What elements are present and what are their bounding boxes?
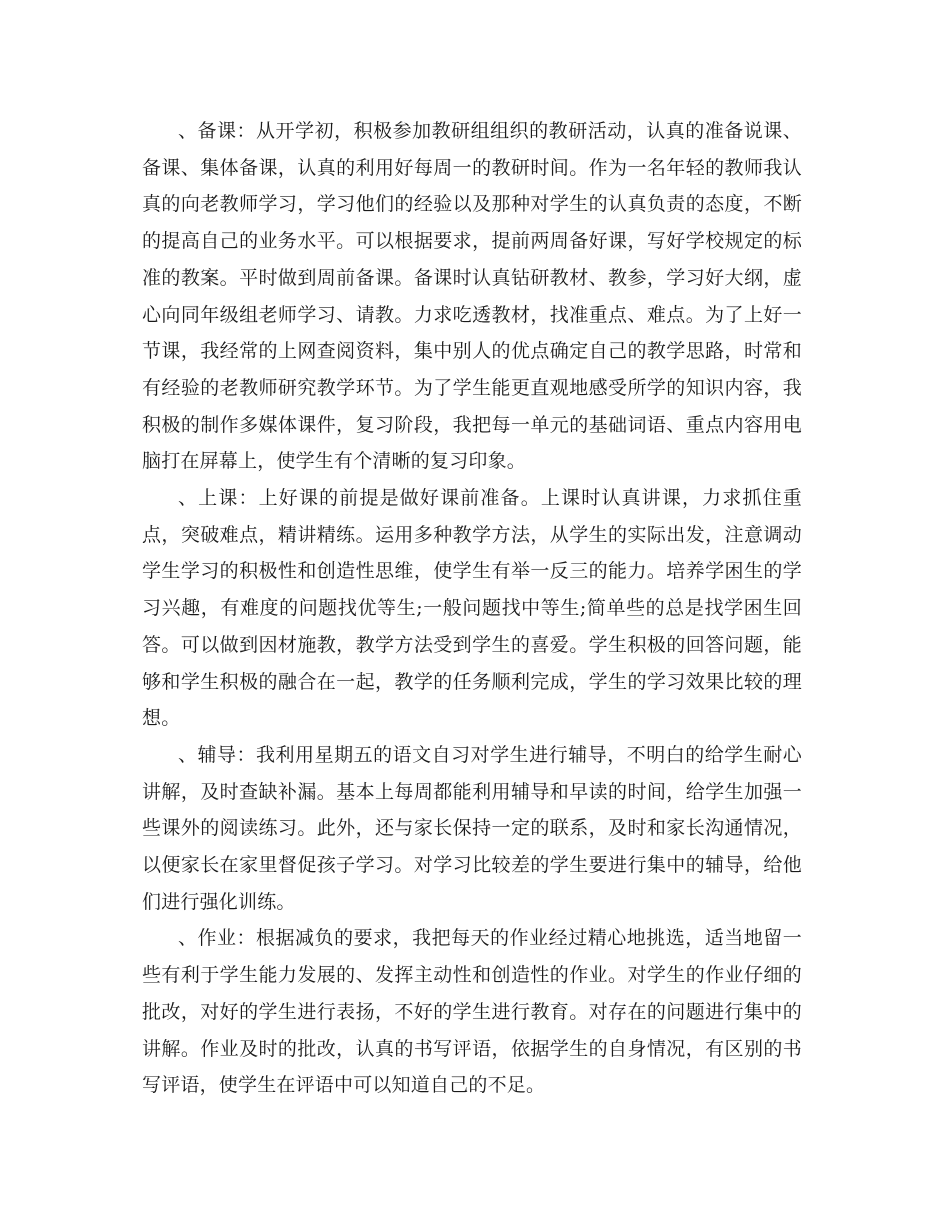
paragraph-teaching: 、上课：上好课的前提是做好课前准备。上课时认真讲课，力求抓住重点，突破难点，精讲精练。运用多种教学方法，从学生的实际出发，注意调动学生学习的积极性和创造性思维，使学生有举一反三的能力。培养学困生的学习兴趣，有难度的问题找优等生;一般问题找中等生;简单些的总是找学困生回答。可以做到因材施教，教学方法受到学生的喜爱。学生积极的回答问题，能够和学生积极的融合在一起，教学的任务顺利完成，学生的学习效果比较的理想。	[142, 487, 802, 730]
paragraph-tutoring: 、辅导：我利用星期五的语文自习对学生进行辅导，不明白的给学生耐心讲解，及时查缺补漏。基本上每周都能利用辅导和早读的时间，给学生加强一些课外的阅读练习。此外，还与家长保持一定的联系，及时和家长沟通情况，以便家长在家里督促孩子学习。对学习比较差的学生要进行集中的辅导，给他们进行强化训练。	[142, 743, 802, 913]
paragraph-lesson-preparation: 、备课：从开学初，积极参加教研组组织的教研活动，认真的准备说课、备课、集体备课，认真的利用好每周一的教研时间。作为一名年轻的教师我认真的向老教师学习，学习他们的经验以及那种对学生的认真负责的态度，不断的提高自己的业务水平。可以根据要求，提前两周备好课，写好学校规定的标准的教案。平时做到周前备课。备课时认真钻研教材、教参，学习好大纲，虚心向同年级组老师学习、请教。力求吃透教材，找准重点、难点。为了上好一节课，我经常的上网查阅资料，集中别人的优点确定自己的教学思路，时常和有经验的老教师研究教学环节。为了学生能更直观地感受所学的知识内容，我积极的制作多媒体课件，复习阶段，我把每一单元的基础词语、重点内容用电脑打在屏幕上，使学生有个清晰的复习印象。	[142, 120, 802, 473]
paragraph-homework: 、作业：根据减负的要求，我把每天的作业经过精心地挑选，适当地留一些有利于学生能力发展的、发挥主动性和创造性的作业。对学生的作业仔细的批改，对好的学生进行表扬，不好的学生进行教育。对存在的问题进行集中的讲解。作业及时的批改，认真的书写评语，依据学生的自身情况，有区别的书写评语，使学生在评语中可以知道自己的不足。	[142, 927, 802, 1097]
document-body	[142, 113, 802, 1104]
